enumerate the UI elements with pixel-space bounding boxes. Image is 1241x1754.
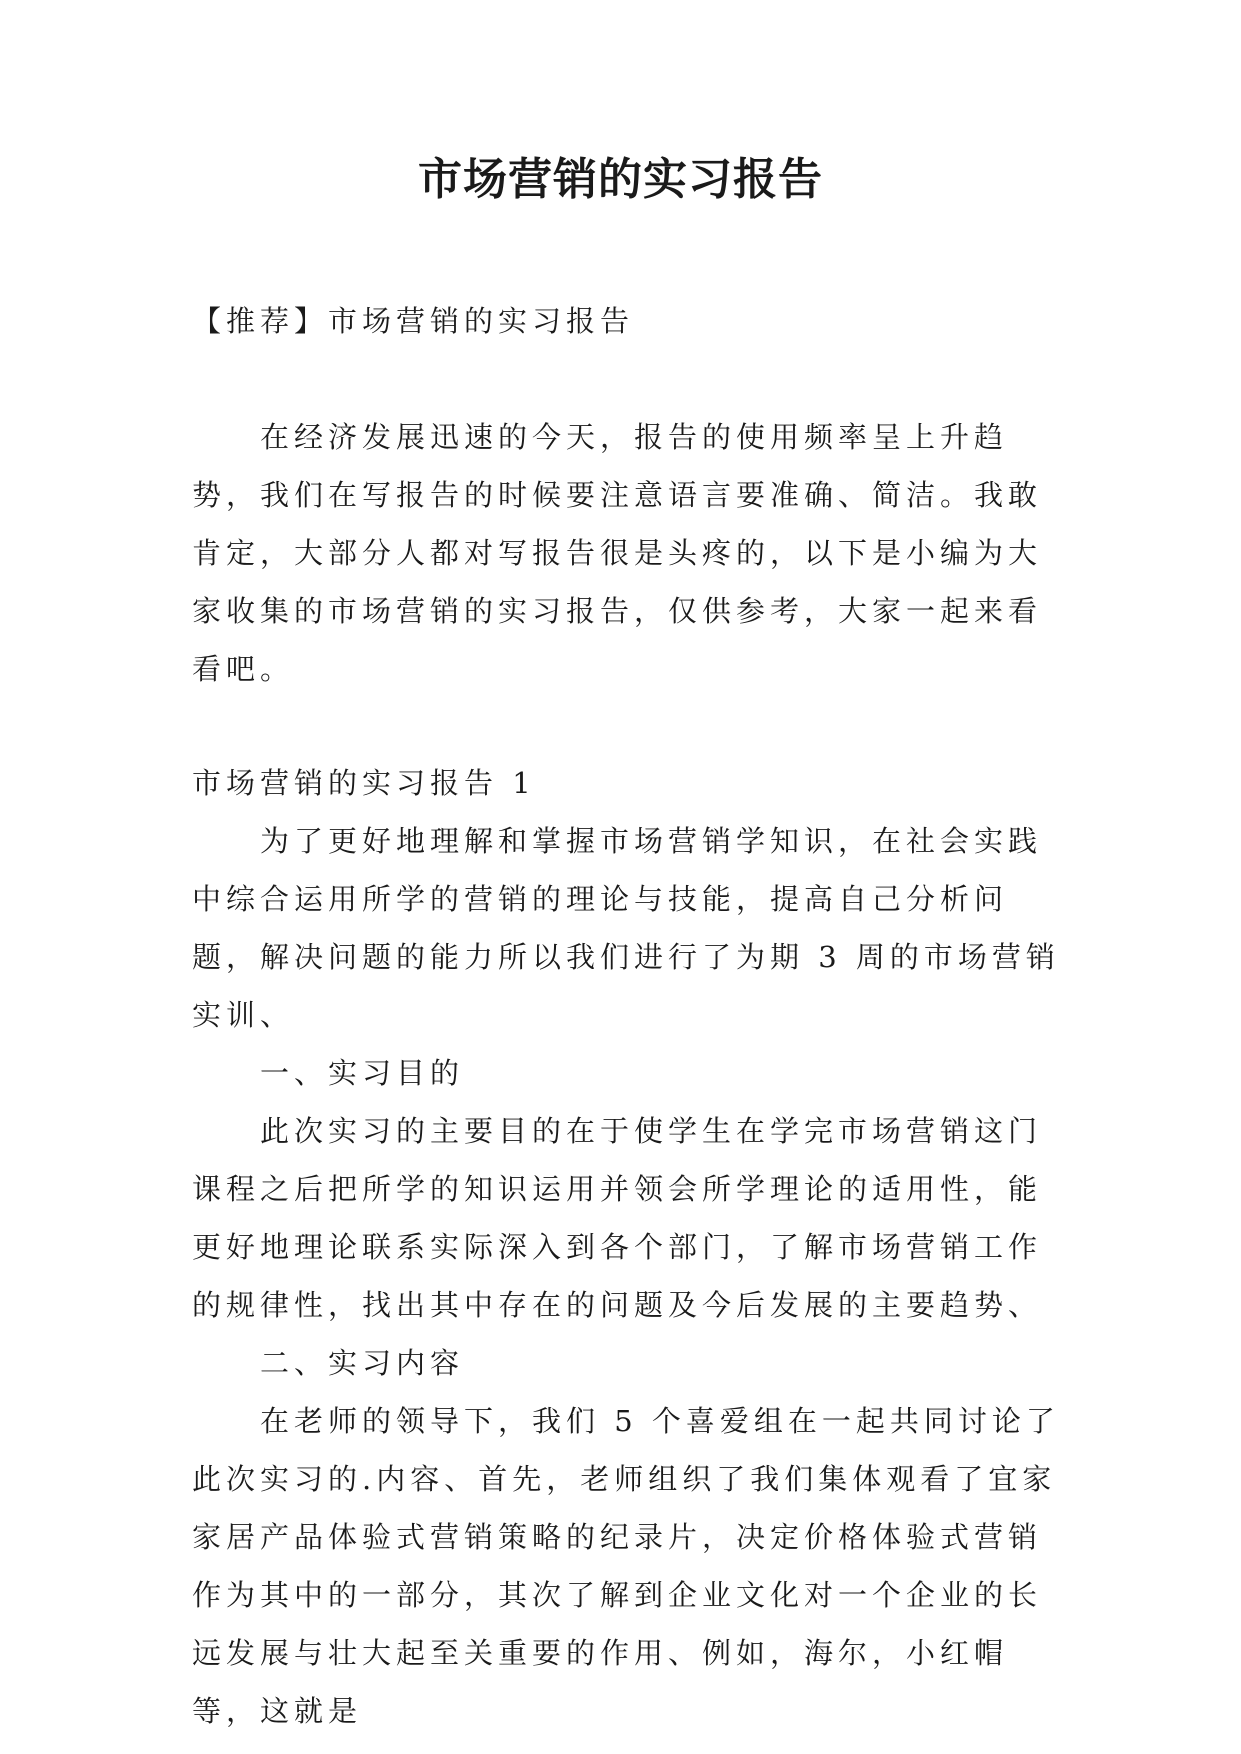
body-paragraph-content: 在老师的领导下，我们 5 个喜爱组在一起共同讨论了此次实习的.内容、首先，老师组织了我们集体观看了宜家家居产品体验式营销策略的纪录片，决定价格体验式营销作为其中的一部分，其次了解到企业文化对一个企业的长远发展与壮大起至关重要的作用、例如，海尔，小红帽等，这就是 (192, 1404, 1060, 1728)
section-heading-content: 二、实习内容 (260, 1346, 465, 1380)
document-title: 市场营销的实习报告 (418, 154, 823, 205)
body-paragraph: 为了更好地理解和掌握市场营销学知识，在社会实践中综合运用所学的营销的理论与技能，提高自己分析问题，解决问题的能力所以我们进行了为期 3 周的市场营销实训、 (192, 824, 1060, 1032)
section-title: 市场营销的实习报告 1 (192, 766, 536, 800)
body-paragraph-goal: 此次实习的主要目的在于使学生在学完市场营销这门课程之后把所学的知识运用并领会所学理论的适用性，能更好地理论联系实际深入到各个部门，了解市场营销工作的规律性，找出其中存在的问题及今后发展的主要趋势、 (192, 1114, 1043, 1322)
document-body (192, 292, 1072, 1740)
intro-paragraph: 在经济发展迅速的今天，报告的使用频率呈上升趋势，我们在写报告的时候要注意语言要准确、简洁。我敢肯定，大部分人都对写报告很是头疼的，以下是小编为大家收集的市场营销的实习报告，仅供参考，大家一起来看看吧。 (192, 420, 1043, 686)
recommend-line: 【推荐】市场营销的实习报告 (192, 304, 635, 338)
section-heading-goal: 一、实习目的 (260, 1056, 465, 1090)
